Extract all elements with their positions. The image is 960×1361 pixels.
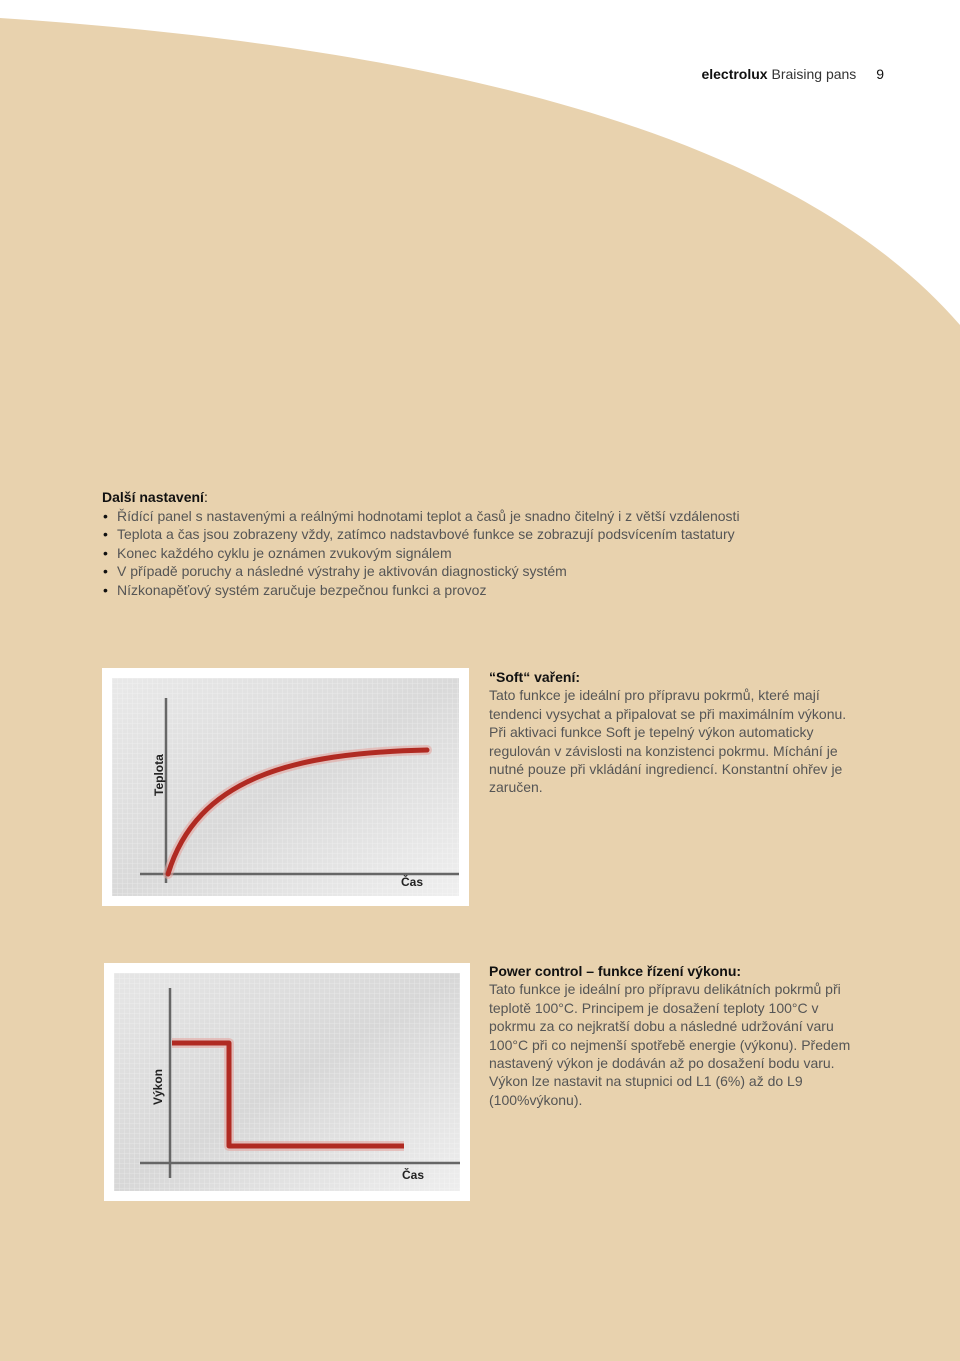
list-item: • V případě poruchy a následné výstrahy je aktivován diagnostický systém <box>102 562 862 581</box>
power-text-block <box>489 962 859 1109</box>
settings-list <box>102 507 862 600</box>
settings-title: Další nastavení: <box>102 489 208 505</box>
y-axis-label: Teplota <box>152 754 166 796</box>
soft-temperature-chart <box>102 668 469 906</box>
list-item: • Teplota a čas jsou zobrazeny vždy, zatímco nadstavbové funkce se zobrazují podsvícením tastatury <box>102 525 862 544</box>
power-paragraph-1: Tato funkce je ideální pro přípravu delikátních pokrmů při teplotě 100°C. Principem je dosažení teploty 100°C v pokrmu za co nejkratší dobu a následné udržování varu 100°C při co nejmenší spotřebě energie (výkonu). Předem nastavený výkon je dodáván až po dosažení bodu varu. <box>489 981 851 1072</box>
soft-text-block <box>489 668 859 797</box>
page-header <box>701 66 884 82</box>
list-item: • Konec každého cyklu je oznámen zvukovým signálem <box>102 544 862 563</box>
power-paragraph-2: Výkon lze nastavit na stupnici od L1 (6%) až do L9 (100%výkonu). <box>489 1073 803 1108</box>
x-axis-label: Čas <box>402 1168 425 1182</box>
soft-paragraph-2: Při aktivaci funkce Soft je tepelný výkon automaticky regulován v závislosti na konzistenci pokrmu. Míchání je nutné pouze při vkládání ingrediencí. Konstantní ohřev je zaručen. <box>489 724 843 796</box>
list-item: • Řídící panel s nastavenými a reálnými hodnotami teplot a časů je snadno čitelný i z větší vzdálenosti <box>102 507 862 526</box>
product-name: Braising pans <box>771 66 857 82</box>
soft-title: “Soft“ vaření: <box>489 669 581 685</box>
page-number: 9 <box>876 66 884 82</box>
power-title: Power control – funkce řízení výkonu: <box>489 963 742 979</box>
power-control-chart <box>104 963 470 1201</box>
settings-section <box>102 488 862 599</box>
x-axis-label: Čas <box>401 875 424 889</box>
brand-name: electrolux <box>701 66 768 82</box>
soft-paragraph-1: Tato funkce je ideální pro přípravu pokrmů, které mají tendenci vysychat a připalovat se při maximálním výkonu. <box>489 687 847 722</box>
list-item: • Nízkonapěťový systém zaručuje bezpečnou funkci a provoz <box>102 581 862 600</box>
y-axis-label: Výkon <box>151 1068 165 1105</box>
